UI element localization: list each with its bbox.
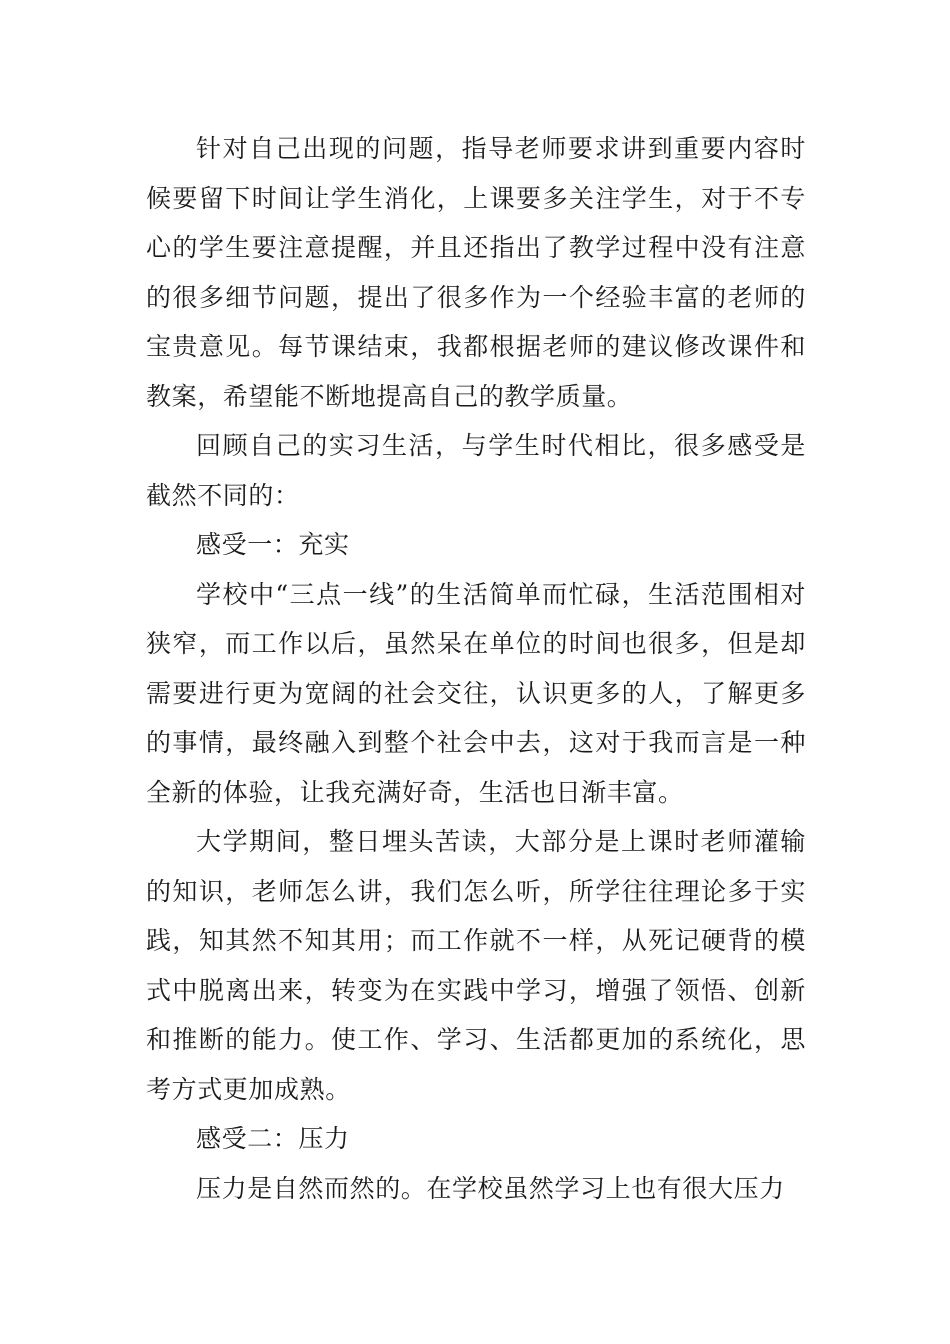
paragraph-pressure: 压力是自然而然的。在学校虽然学习上也有很大压力 — [196, 1173, 785, 1203]
heading-feeling-two: 感受二：压力 — [196, 1124, 350, 1153]
paragraph-school-vs-work: 学校中“三点一线”的生活简单而忙碌，生活范围相对狭窄，而工作以后，虽然呆在单位的时间也很多，但是却需要进行更为宽阔的社会交往，认识更多的人，了解更多的事情，最终融入到整个社会中去，这对于我而言是一种全新的体验，让我充满好奇，生活也日渐丰富。 — [146, 579, 806, 807]
paragraph-feedback: 针对自己出现的问题，指导老师要求讲到重要内容时候要留下时间让学生消化，上课要多关注学生，对于不专心的学生要注意提醒，并且还指出了教学过程中没有注意的很多细节问题，提出了很多作为一个经验丰富的老师的宝贵意见。每节课结束，我都根据老师的建议修改课件和教案，希望能不断地提高自己的教学质量。 — [146, 134, 806, 411]
heading-feeling-one: 感受一：充实 — [196, 530, 350, 559]
body-text — [146, 124, 806, 1213]
paragraph-review-intro: 回顾自己的实习生活，与学生时代相比，很多感受是截然不同的： — [146, 431, 806, 510]
paragraph-university-study: 大学期间，整日埋头苦读，大部分是上课时老师灌输的知识，老师怎么讲，我们怎么听，所学往往理论多于实践，知其然不知其用；而工作就不一样，从死记硬背的模式中脱离出来，转变为在实践中学习，增强了领悟、创新和推断的能力。使工作、学习、生活都更加的系统化，思考方式更加成熟。 — [146, 827, 806, 1104]
